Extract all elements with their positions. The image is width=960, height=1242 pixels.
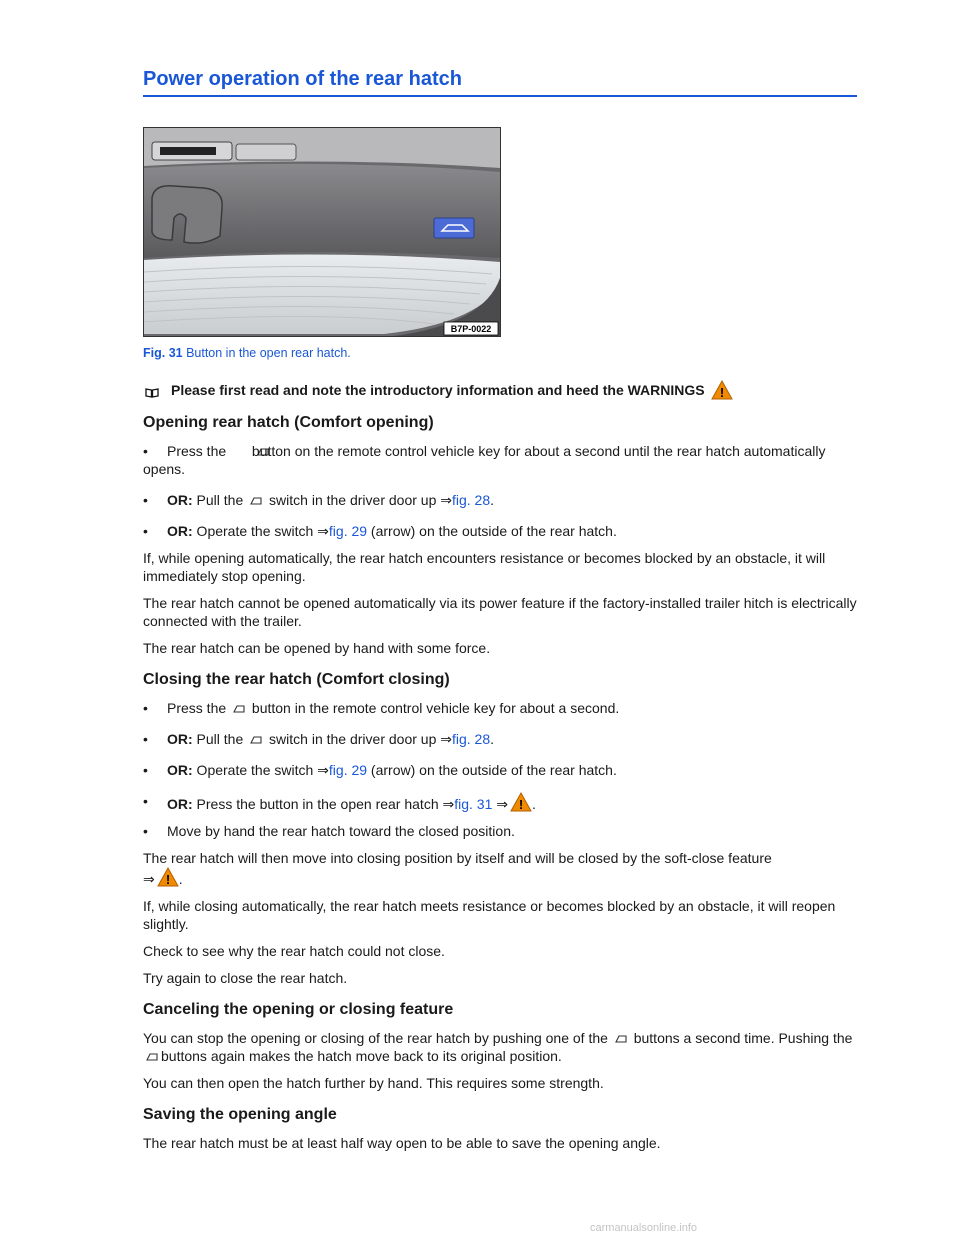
section-heading-closing: Closing the rear hatch (Comfort closing) [143, 671, 450, 688]
rear-hatch-key-icon [233, 699, 245, 707]
figure-rear-hatch-button [143, 127, 501, 337]
rear-hatch-key-icon [233, 442, 245, 450]
link-fig-31[interactable]: fig. 31 [454, 796, 493, 812]
warning-triangle-icon [711, 380, 733, 400]
paragraph: The rear hatch can be opened by hand with some force. [143, 640, 491, 656]
figure-caption-label: Fig. 31 [143, 346, 183, 360]
list-item: • OR: Pull the switch in the driver door up ⇒fig. 28. [143, 730, 857, 748]
paragraph: You can then open the hatch further by hand. This requires some strength. [143, 1075, 604, 1091]
intro-text: Please first read and note the introductory information and heed the WARNINGS [171, 382, 705, 398]
svg-text:!: ! [165, 872, 170, 887]
warning-triangle-icon[interactable] [157, 867, 179, 887]
list-item: • OR: Operate the switch ⇒fig. 29 (arrow) on the outside of the rear hatch. [143, 761, 857, 779]
figure-caption-text: Button in the open rear hatch. [182, 346, 351, 360]
rear-hatch-switch-icon [250, 491, 262, 499]
rear-hatch-key-icon [615, 1029, 627, 1037]
section-heading-opening: Opening rear hatch (Comfort opening) [143, 414, 434, 431]
paragraph: If, while closing automatically, the rear hatch meets resistance or becomes blocked by an obstacle, it will reopen slightly. [143, 898, 836, 932]
page-content [143, 68, 857, 1161]
paragraph: The rear hatch cannot be opened automatically via its power feature if the factory-installed trailer hitch is electrically connected with the trailer. [143, 595, 857, 629]
paragraph: The rear hatch must be at least half way open to be able to save the opening angle. [143, 1135, 661, 1151]
list-item: • OR: Operate the switch ⇒fig. 29 (arrow) on the outside of the rear hatch. [143, 522, 857, 540]
footer-watermark: carmanualsonline.info [590, 1222, 698, 1234]
rear-hatch-illustration [144, 128, 500, 336]
svg-text:!: ! [719, 385, 724, 400]
page-title: Power operation of the rear hatch [143, 68, 857, 97]
link-fig-29[interactable]: fig. 29 [328, 523, 368, 539]
rear-hatch-switch-icon [250, 730, 262, 738]
link-fig-28[interactable]: fig. 28 [451, 731, 491, 747]
paragraph: Check to see why the rear hatch could not close. [143, 943, 445, 959]
list-item: • OR: Pull the switch in the driver door up ⇒fig. 28. [143, 491, 857, 509]
rear-hatch-key-icon [146, 1047, 158, 1055]
paragraph: Try again to close the rear hatch. [143, 970, 348, 986]
warning-triangle-icon[interactable] [510, 792, 532, 812]
link-fig-28[interactable]: fig. 28 [451, 492, 491, 508]
list-item: • OR: Press the button in the open rear hatch ⇒fig. 31 ⇒ ! . [143, 792, 857, 813]
book-icon [145, 385, 159, 395]
svg-text:!: ! [518, 797, 524, 812]
figure-code: B7P-0022 [450, 324, 492, 334]
section-heading-saving: Saving the opening angle [143, 1106, 337, 1123]
list-item: • Move by hand the rear hatch toward the closed position. [143, 822, 857, 840]
list-item: • Press the button on the remote control vehicle key for about a second until the rear hatch automatically opens. [143, 442, 857, 478]
paragraph: You can stop the opening or closing of the rear hatch by pushing one of the buttons a second time. Pushing the buttons again makes the hatch move back to its original position. [143, 1030, 853, 1064]
intro-note [143, 380, 857, 400]
paragraph: The rear hatch will then move into closing position by itself and will be closed by the soft-close feature ⇒ ! . [143, 850, 772, 887]
paragraph: If, while opening automatically, the rear hatch encounters resistance or becomes blocked by an obstacle, it will immediately stop opening. [143, 550, 826, 584]
section-heading-canceling: Canceling the opening or closing feature [143, 1001, 454, 1018]
list-item: • Press the button in the remote control vehicle key for about a second. [143, 699, 857, 717]
link-fig-29[interactable]: fig. 29 [328, 762, 368, 778]
figure-caption [143, 346, 857, 360]
